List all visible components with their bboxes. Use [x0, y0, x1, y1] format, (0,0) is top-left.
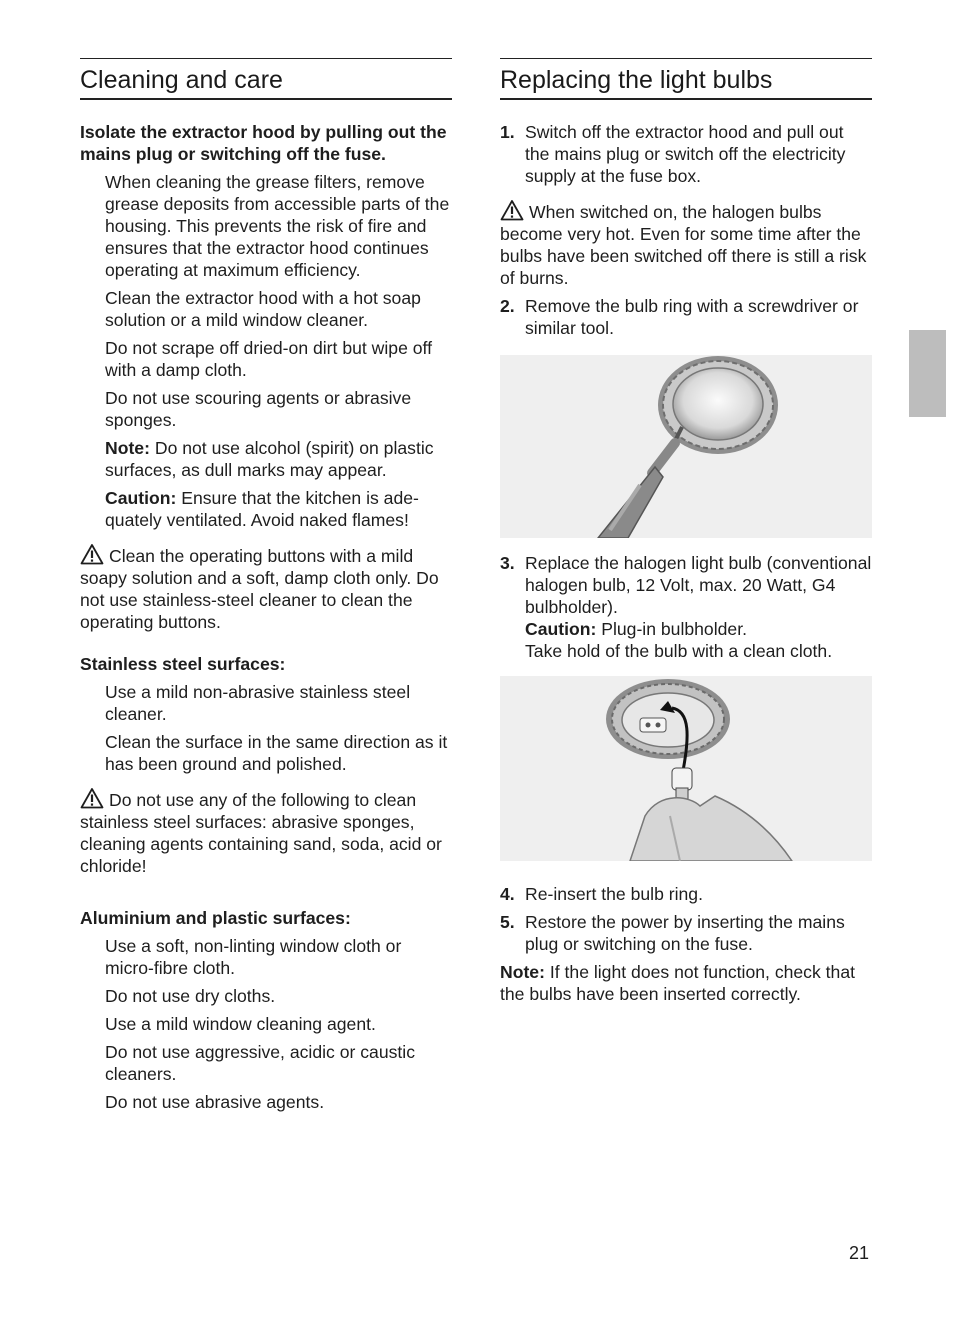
step-2 — [500, 295, 872, 339]
stainless-heading: Stainless steel surfaces: — [80, 654, 286, 674]
side-tab-marker — [909, 330, 946, 417]
aluminium-item: Do not use aggressive, acidic or caustic cleaners. — [105, 1042, 415, 1084]
step-text: Restore the power by inserting the mains plug or switching on the fuse. — [525, 912, 845, 954]
warning-triangle-icon — [80, 543, 106, 565]
screwdriver-illustration — [500, 355, 872, 538]
step-text: Switch off the extractor hood and pull out the mains plug or switch off the electricity supply at the fuse box. — [525, 122, 846, 186]
step-3 — [500, 552, 872, 662]
bulb-replacement-illustration — [500, 676, 872, 861]
cleaning-item: Do not scrape off dried-on dirt but wipe off with a damp cloth. — [105, 338, 432, 380]
note-text: Do not use alcohol (spirit) on plastic surfaces, as dull marks may appear. — [105, 438, 434, 480]
step-extra: Take hold of the bulb with a clean cloth. — [525, 641, 833, 661]
step-number: 4. — [500, 884, 515, 904]
warning-text: Clean the operating buttons with a mild soapy solution and a soft, damp cloth only. Do not use stainless-steel cleaner to clean the operating buttons. — [80, 546, 439, 632]
cleaning-item: When cleaning the grease filters, remove grease deposits from accessible parts of the housing. This prevents the risk of fire and ensures that the extractor hood continues operating at maximum efficiency. — [105, 172, 450, 280]
warning-paragraph — [500, 199, 872, 289]
step-number: 1. — [500, 122, 515, 142]
step-4 — [500, 883, 872, 905]
step-number: 2. — [500, 296, 515, 316]
step-number: 3. — [500, 553, 515, 573]
aluminium-item: Do not use abrasive agents. — [105, 1092, 325, 1112]
note-paragraph — [500, 961, 872, 1005]
step-number: 5. — [500, 912, 515, 932]
cleaning-item: Clean the extractor hood with a hot soap solution or a mild window cleaner. — [105, 288, 421, 330]
warning-triangle-icon — [500, 199, 526, 221]
step-text: Remove the bulb ring with a screwdriver or similar tool. — [525, 296, 859, 338]
warning-paragraph — [80, 787, 452, 877]
note-label: Note: — [105, 438, 150, 458]
caution-text: Plug-in bulbholder. — [596, 619, 747, 639]
section-title-cleaning: Cleaning and care — [80, 58, 452, 100]
warning-text: When switched on, the halogen bulbs become very hot. Even for some time after the bulbs have been switched off there is still a risk of burns. — [500, 202, 867, 288]
aluminium-heading: Aluminium and plastic surfaces: — [80, 908, 351, 928]
aluminium-item: Do not use dry cloths. — [105, 986, 276, 1006]
caution-paragraph — [105, 487, 452, 531]
aluminium-item: Use a soft, non-linting window cloth or micro-fibre cloth. — [105, 936, 402, 978]
note-paragraph — [105, 437, 452, 481]
caution-label: Caution: — [525, 619, 597, 639]
note-text: If the light does not function, check that the bulbs have been inserted correctly. — [500, 962, 856, 1004]
aluminium-item: Use a mild window cleaning agent. — [105, 1014, 376, 1034]
bulbs-section — [500, 58, 872, 1011]
stainless-item: Clean the surface in the same direction as it has been ground and polished. — [105, 732, 448, 774]
isolate-instruction: Isolate the extractor hood by pulling out the mains plug or switching off the fuse. — [80, 122, 447, 164]
warning-text: Do not use any of the following to clean stainless steel surfaces: abrasive sponges, cleaning agents containing sand, soda, acid or chloride! — [80, 790, 442, 876]
note-label: Note: — [500, 962, 545, 982]
cleaning-item: Do not use scouring agents or abrasive sponges. — [105, 388, 412, 430]
caution-text: Ensure that the kitchen is ade-quately ventilated. Avoid naked flames! — [105, 488, 419, 530]
step-text: Re-insert the bulb ring. — [525, 884, 703, 904]
warning-triangle-icon — [80, 787, 106, 809]
caution-label: Caution: — [105, 488, 177, 508]
step-5 — [500, 911, 872, 955]
section-title-bulbs: Replacing the light bulbs — [500, 58, 872, 100]
stainless-item: Use a mild non-abrasive stainless steel cleaner. — [105, 682, 411, 724]
warning-paragraph — [80, 543, 452, 633]
step-1 — [500, 121, 872, 187]
cleaning-section — [80, 58, 452, 1119]
step-text: Replace the halogen light bulb (conventional halogen bulb, 12 Volt, max. 20 Watt, G4 bulbholder). — [525, 553, 872, 617]
page-number: 21 — [849, 1243, 870, 1263]
